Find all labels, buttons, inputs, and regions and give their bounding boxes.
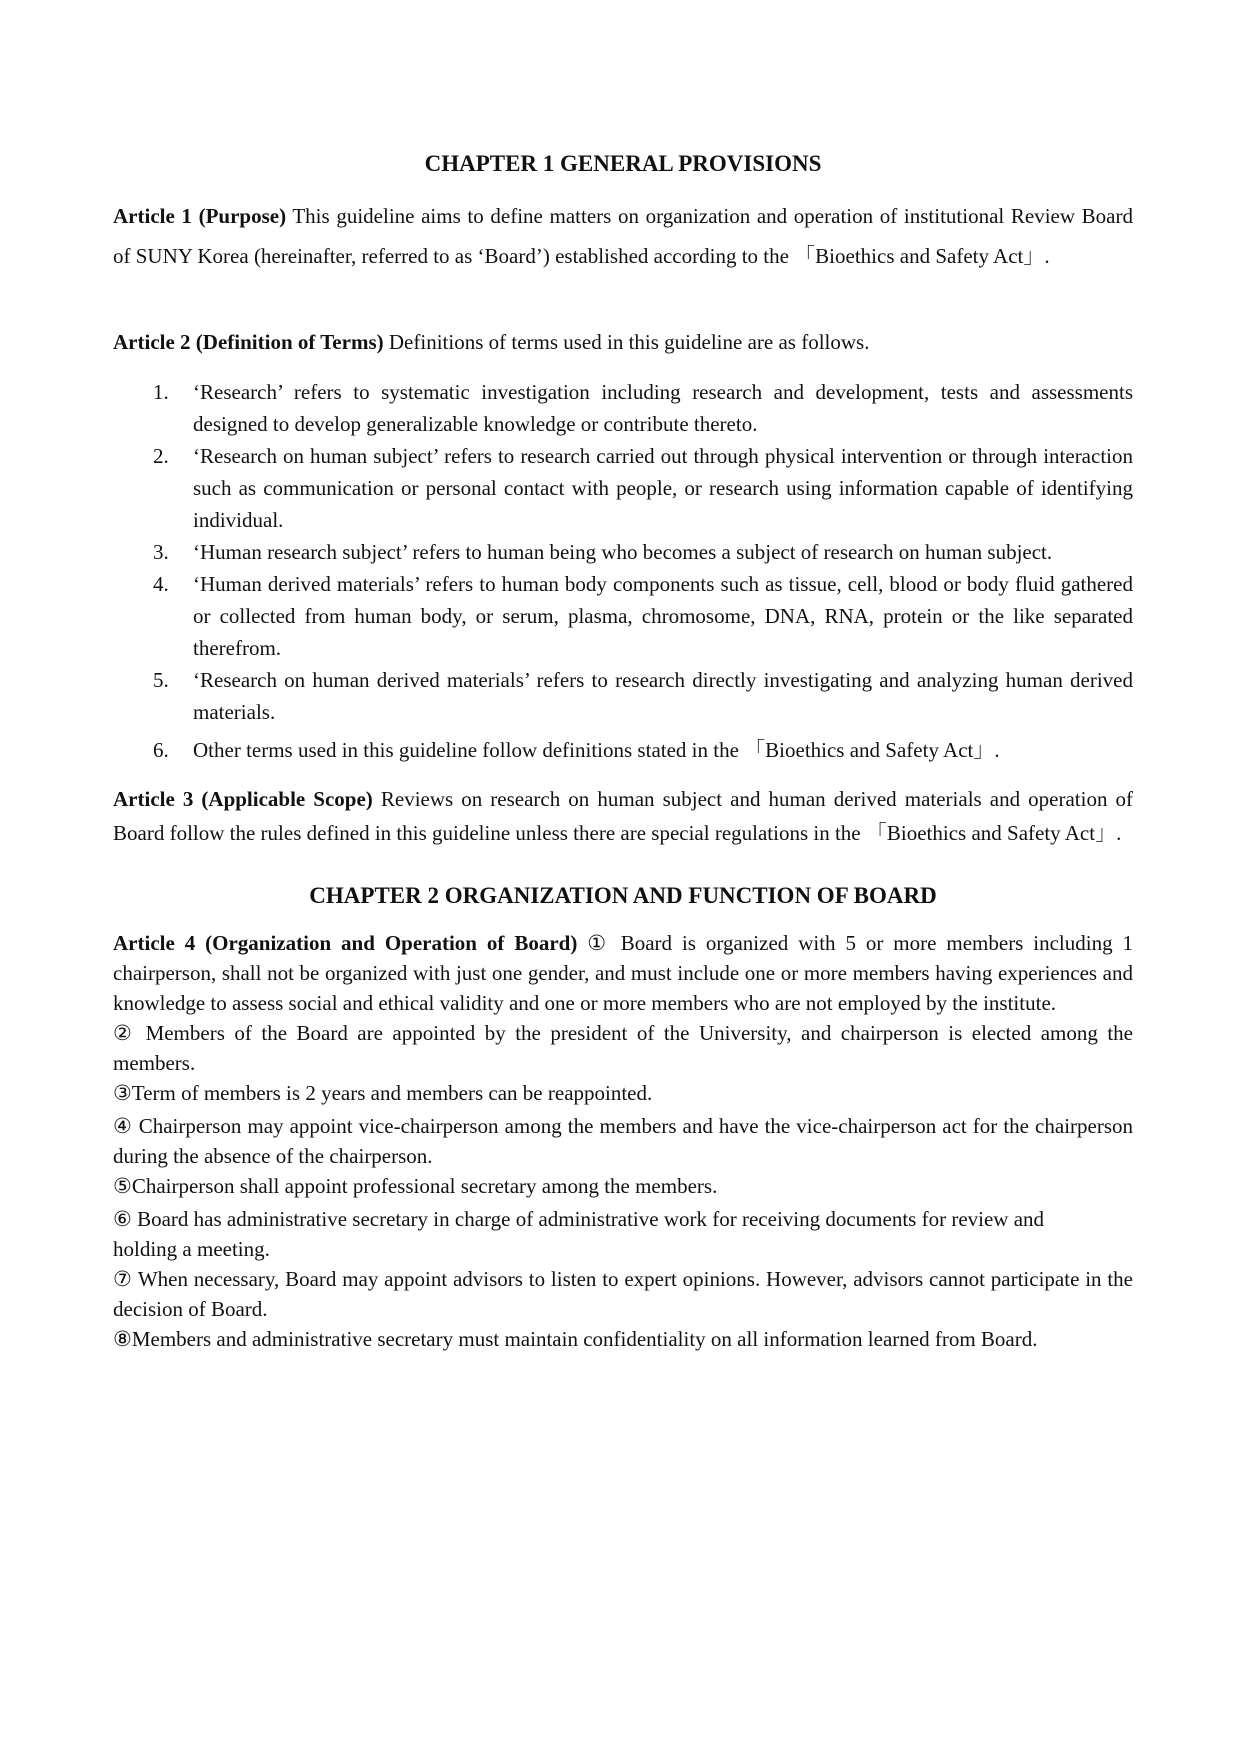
clause-text: Chairperson shall appoint professional secretary among the members. — [131, 1174, 718, 1198]
definition-item — [113, 536, 1133, 568]
definitions-list — [113, 376, 1133, 766]
clause-text: Term of members is 2 years and members can be reappointed. — [131, 1081, 653, 1105]
definition-text: Other terms used in this guideline follow definitions stated in the 「Bioethics and Safety Act」. — [193, 738, 1000, 762]
clause-text: holding a meeting. — [113, 1237, 270, 1261]
article-1-text: This guideline aims to define matters on organization and operation of institutional Review Board of SUNY Korea (hereinafter, referred to as ‘Board’) established according to the 「Bioethics and Safety Act」. — [113, 204, 1133, 268]
article-2 — [113, 326, 1133, 358]
definition-number: 6. — [153, 738, 169, 762]
definition-item — [113, 664, 1133, 728]
article-1-heading: Article 1 (Purpose) — [113, 204, 287, 228]
clause — [113, 1111, 1133, 1171]
definition-text: ‘Research on human subject’ refers to research carried out through physical intervention or through interaction such as communication or personal contact with people, or research using information capable of identifying individual. — [193, 444, 1133, 532]
clause — [113, 1204, 1133, 1234]
definition-number: 5. — [153, 668, 169, 692]
clause-marker: ⑧ — [113, 1327, 132, 1351]
clause-text: Chairperson may appoint vice-chairperson among the members and have the vice-chairperson act for the chairperson during the absence of the chairperson. — [113, 1114, 1134, 1168]
clause-marker: ⑥ — [113, 1207, 132, 1231]
definition-text: ‘Human derived materials’ refers to human body components such as tissue, cell, blood or body fluid gathered or collected from human body, or serum, plasma, chromosome, DNA, RNA, protein or the like separated therefrom. — [193, 572, 1133, 660]
clause — [113, 1171, 1133, 1201]
article-3 — [113, 782, 1133, 850]
clause-marker: ⑤ — [113, 1174, 132, 1198]
clause — [113, 1264, 1133, 1324]
definition-text: ‘Human research subject’ refers to human being who becomes a subject of research on human subject. — [193, 540, 1053, 564]
clause — [113, 1078, 1133, 1108]
definition-item — [113, 734, 1133, 766]
chapter-1-title: CHAPTER 1 GENERAL PROVISIONS — [424, 151, 822, 176]
clause-marker: ④ — [113, 1114, 133, 1138]
definition-number: 3. — [153, 540, 169, 564]
document-page — [113, 148, 1133, 1354]
definition-number: 4. — [153, 572, 169, 596]
article-4 — [113, 928, 1133, 1018]
definition-number: 2. — [153, 444, 169, 468]
clause-text: When necessary, Board may appoint advisors to listen to expert opinions. However, advisors cannot participate in the decision of Board. — [113, 1267, 1134, 1321]
article-3-text: Reviews on research on human subject and human derived materials and operation of Board follow the rules defined in this guideline unless there are special regulations in the 「Bioethics and Safety Act」. — [113, 787, 1134, 845]
definition-text: ‘Research’ refers to systematic investigation including research and development, tests and assessments designed to develop generalizable knowledge or contribute thereto. — [193, 380, 1133, 436]
definition-text: ‘Research on human derived materials’ refers to research directly investigating and analyzing human derived materials. — [193, 668, 1133, 724]
clause-marker: ② — [113, 1021, 137, 1045]
clause-text: Members and administrative secretary must maintain confidentiality on all information learned from Board. — [131, 1327, 1038, 1351]
clause-marker: ③ — [113, 1081, 132, 1105]
clause — [113, 1018, 1133, 1078]
definition-item — [113, 568, 1133, 664]
chapter-2-title: CHAPTER 2 ORGANIZATION AND FUNCTION OF BOARD — [309, 883, 937, 908]
definition-item — [113, 440, 1133, 536]
article-2-heading: Article 2 (Definition of Terms) — [113, 330, 384, 354]
clause-text: Board has administrative secretary in charge of administrative work for receiving documents for review and — [131, 1207, 1045, 1231]
definition-number: 1. — [153, 380, 169, 404]
clause — [113, 1324, 1133, 1354]
article-1 — [113, 196, 1133, 276]
article-2-text: Definitions of terms used in this guideline are as follows. — [383, 330, 870, 354]
article-4-heading: Article 4 (Organization and Operation of Board) — [113, 931, 578, 955]
article-3-heading: Article 3 (Applicable Scope) — [113, 787, 373, 811]
clause-continuation — [113, 1234, 1133, 1264]
clause-marker: ⑦ — [113, 1267, 133, 1291]
definition-item — [113, 376, 1133, 440]
clause-text: Members of the Board are appointed by the president of the University, and chairperson is elected among the members. — [113, 1021, 1133, 1075]
clause-marker: ① — [587, 931, 611, 955]
article-4-text: Board is organized with 5 or more members including 1 chairperson, shall not be organized with just one gender, and must include one or more members having experiences and knowledge to assess social and ethical validity and one or more members who are not employed by the institute. — [113, 931, 1134, 1015]
